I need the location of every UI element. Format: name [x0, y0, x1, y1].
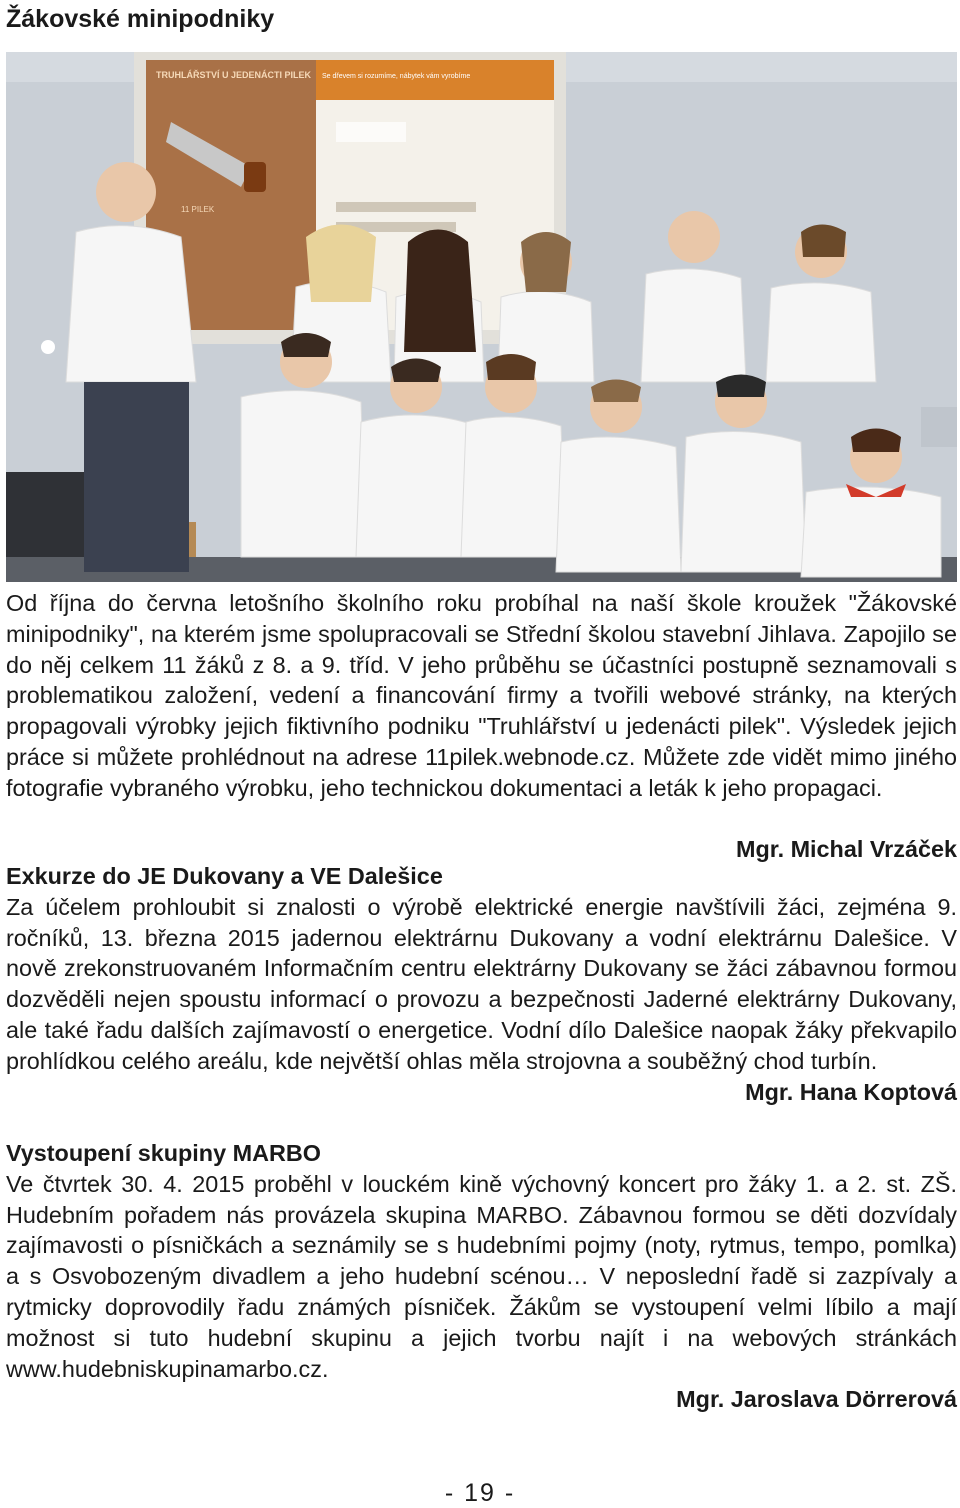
article-minipodniky [6, 588, 957, 804]
author-signature: Mgr. Jaroslava Dörrerová [676, 1386, 957, 1413]
article-exkurze [6, 861, 957, 1107]
article-marbo [6, 1138, 957, 1415]
article-body: Ve čtvrtek 30. 4. 2015 proběhl v louckém kině výchovný koncert pro žáky 1. a 2. st. ZŠ. Hudebním pořadem nás provázela skupina MARBO. Zábavnou formou se děti dozvídaly zajímavosti o písničkách a seznámily se s hudebními pojmy (noty, rytmus, tempo, pomlka) a s Osvobozeným divadlem a jeho hudební scénou… V neposlední řadě si zazpívaly a rytmicky doprovodily řadu známých písniček. Žákům se vystoupení velmi líbilo a mají možnost si tuto hudební skupinu a jejich tvorbu najít i na webových stránkách www.hudebniskupinamarbo.cz. [6, 1170, 957, 1382]
article-body: Za účelem prohloubit si znalosti o výrobě elektrické energie navštívili žáci, zejména 9. ročníků, 13. března 2015 jadernou elektrárnu Dukovany a vodní elektrárnu Dalešice. V nově zrekonstruovaném Informačním centru elektrárny Dukovany se žáci zábavnou formou dozvěděli nejen spoustu informací o provozu a bezpečnosti Jaderné elektrárny Dukovany, ale také řadu dalších zajímavostí o energetice. Vodní dílo Dalešice naopak žáky překvapilo prohlídkou celého areálu, kde největší ohlas měla strojovna a souběžný chod turbín. [6, 893, 957, 1074]
article-heading: Vystoupení skupiny MARBO [6, 1140, 321, 1166]
page-number: - 19 - [444, 1479, 516, 1507]
article-body: Od října do června letošního školního roku probíhal na naší škole kroužek "Žákovské minipodniky", na kterém jsme spolupracovali se Střední školou stavební Jihlava. Zapojilo se do něj celkem 11 žáků z 8. a 9. tříd. V jeho průběhu se účastníci postupně seznamovali s problematikou založení, vedení a financování firmy a tvořili webové stránky, na kterých propagovali výrobky jejich fiktivního podniku "Truhlářství u jedenácti pilek". Výsledek jejich práce si můžete prohlédnout na adrese 11pilek.webnode.cz. Můžete zde vidět mimo jiného fotografie vybraného výrobku, jeho technickou dokumentaci a leták k jeho propagaci. [6, 590, 957, 801]
screen-subtitle: Se dřevem si rozumíme, nábytek vám vyrobíme [322, 73, 471, 80]
page-title: Žákovské minipodniky [6, 5, 275, 33]
author-signature: Mgr. Hana Koptová [745, 1078, 957, 1105]
group-photo [6, 52, 957, 582]
author-signature: Mgr. Michal Vrzáček [735, 836, 957, 862]
screen-heading: TRUHLÁŘSTVÍ U JEDENÁCTI PILEK [156, 70, 312, 80]
article-heading: Exkurze do JE Dukovany a VE Dalešice [6, 863, 443, 889]
screen-saw-label: 11 PILEK [181, 205, 215, 214]
